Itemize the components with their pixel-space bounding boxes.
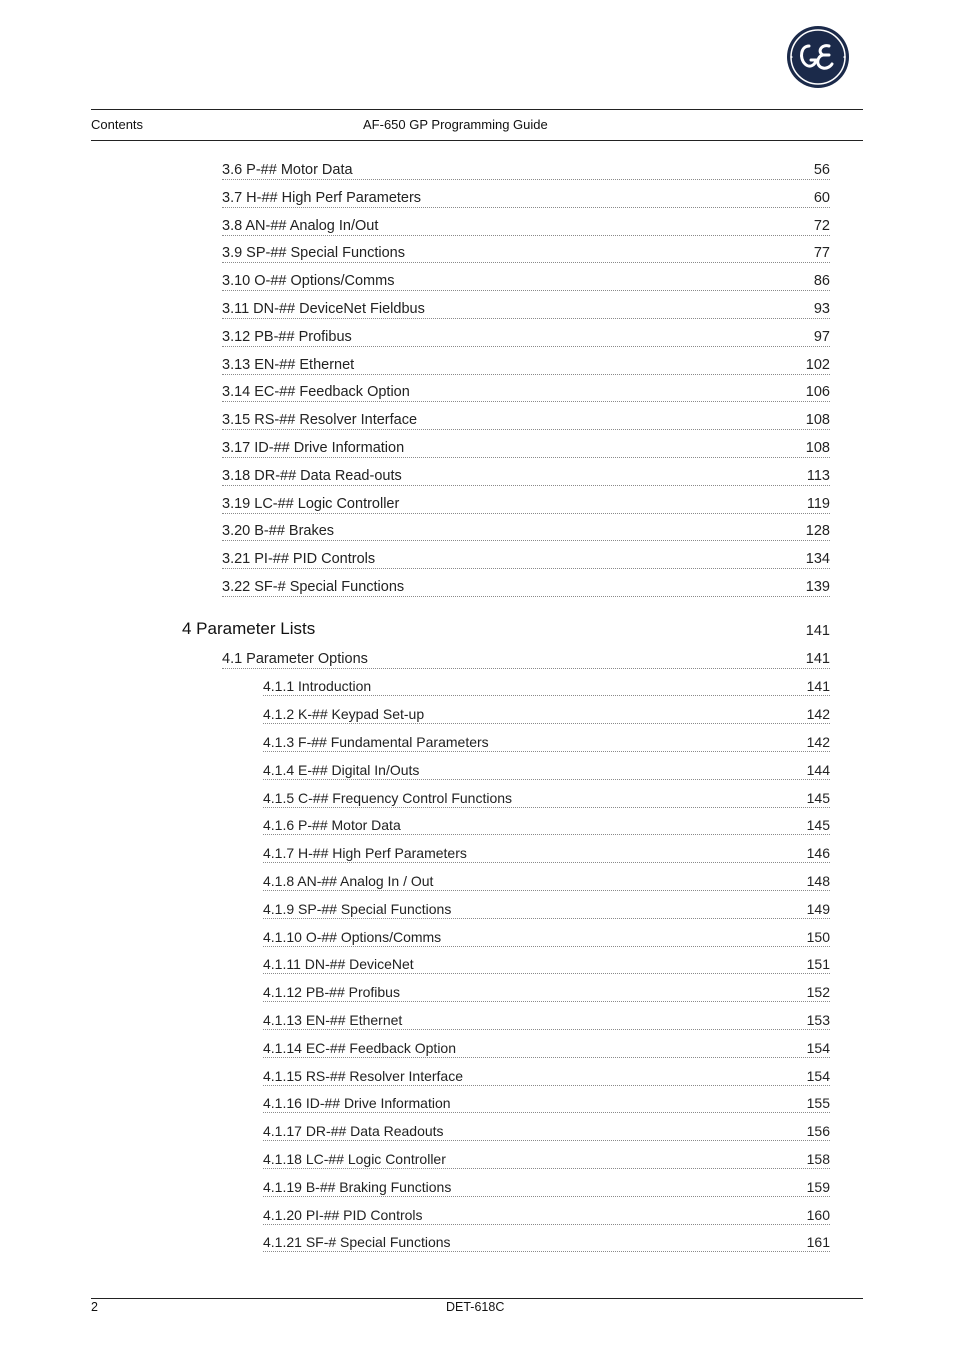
toc-chapter-entry[interactable]	[182, 618, 830, 640]
toc-entry[interactable]	[222, 213, 830, 236]
toc-entry[interactable]	[263, 1035, 830, 1058]
toc-entry[interactable]	[263, 896, 830, 919]
toc-entry-title: 4.1.19 B-## Braking Functions	[263, 1179, 452, 1195]
toc-entry-title: 3.22 SF-# Special Functions	[222, 579, 405, 595]
toc-entry[interactable]	[222, 463, 830, 486]
toc-entry[interactable]	[222, 296, 830, 319]
toc-entry-title: 4.1.14 EC-## Feedback Option	[263, 1040, 457, 1056]
toc-entry[interactable]	[263, 1063, 830, 1086]
toc-entry[interactable]	[263, 868, 830, 891]
toc-entry-title: 3.6 P-## Motor Data	[222, 162, 353, 178]
toc-entry[interactable]	[263, 924, 830, 947]
toc-entry-title: 4.1.2 K-## Keypad Set-up	[263, 706, 425, 722]
toc-entry[interactable]	[263, 840, 830, 863]
toc-entry-title: 4.1.11 DN-## DeviceNet	[263, 956, 414, 972]
toc-entry-page: 145	[806, 817, 830, 833]
footer-page-number: 2	[91, 1300, 98, 1314]
toc-entry-title: 3.8 AN-## Analog In/Out	[222, 218, 379, 234]
toc-entry-page: 158	[806, 1151, 830, 1167]
toc-entry-title: 4.1 Parameter Options	[222, 651, 368, 667]
toc-entry-title: 3.19 LC-## Logic Controller	[222, 496, 400, 512]
header-document-title: AF-650 GP Programming Guide	[363, 117, 548, 132]
toc-entry-page: 128	[805, 523, 830, 539]
toc-entry-title: 3.15 RS-## Resolver Interface	[222, 412, 418, 428]
toc-entry[interactable]	[263, 1118, 830, 1141]
toc-entry-page: 106	[805, 384, 830, 400]
toc-entry-title: 4.1.8 AN-## Analog In / Out	[263, 873, 434, 889]
toc-entry[interactable]	[222, 157, 830, 180]
toc-entry-page: 141	[805, 623, 830, 639]
toc-entry[interactable]	[222, 240, 830, 263]
toc-entry-page: 160	[806, 1207, 830, 1223]
footer-document-id: DET-618C	[446, 1300, 505, 1314]
toc-entry-page: 77	[813, 245, 830, 261]
toc-entry-page: 60	[813, 190, 830, 206]
toc-entry-title: 4.1.10 O-## Options/Comms	[263, 929, 442, 945]
toc-entry-title: 3.12 PB-## Profibus	[222, 329, 352, 345]
toc-entry-page: 72	[813, 218, 830, 234]
toc-entry-title: 3.17 ID-## Drive Information	[222, 440, 405, 456]
toc-entry-title: 4.1.12 PB-## Profibus	[263, 984, 400, 1000]
toc-entry-page: 145	[806, 790, 830, 806]
toc-entry[interactable]	[222, 435, 830, 458]
toc-entry-title: 4.1.18 LC-## Logic Controller	[263, 1151, 446, 1167]
toc-entry-title: 4.1.20 PI-## PID Controls	[263, 1207, 423, 1223]
toc-entry-page: 93	[813, 301, 830, 317]
toc-entry-title: 4.1.6 P-## Motor Data	[263, 817, 401, 833]
toc-entry-title: 3.7 H-## High Perf Parameters	[222, 190, 422, 206]
toc-entry-page: 56	[813, 162, 830, 178]
toc-entry-title: 4.1.5 C-## Frequency Control Functions	[263, 790, 513, 806]
toc-entry-title: 4.1.16 ID-## Drive Information	[263, 1095, 451, 1111]
toc-entry-title: 4.1.1 Introduction	[263, 678, 372, 694]
toc-entry[interactable]	[263, 1007, 830, 1030]
toc-entry-title: 3.9 SP-## Special Functions	[222, 245, 405, 261]
toc-entry[interactable]	[263, 812, 830, 835]
toc-entry[interactable]	[222, 352, 830, 375]
toc-entry[interactable]	[222, 574, 830, 597]
toc-entry[interactable]	[263, 1202, 830, 1225]
toc-entry-title: 4.1.15 RS-## Resolver Interface	[263, 1068, 463, 1084]
toc-entry[interactable]	[222, 546, 830, 569]
toc-entry[interactable]	[263, 951, 830, 974]
toc-entry-title: 3.18 DR-## Data Read-outs	[222, 468, 402, 484]
toc-entry[interactable]	[263, 1229, 830, 1252]
toc-entry[interactable]	[263, 1090, 830, 1113]
toc-entry-page: 159	[806, 1179, 830, 1195]
toc-entry-title: 3.20 B-## Brakes	[222, 523, 335, 539]
toc-entry-page: 150	[806, 929, 830, 945]
header-section-label: Contents	[91, 117, 144, 132]
toc-entry-page: 113	[806, 468, 830, 484]
toc-entry-page: 156	[806, 1123, 830, 1139]
footer-rule	[91, 1298, 863, 1299]
toc-entry-title: 4.1.21 SF-# Special Functions	[263, 1234, 451, 1250]
toc-entry[interactable]	[263, 785, 830, 808]
toc-entry-title: 3.21 PI-## PID Controls	[222, 551, 376, 567]
header-bottom-rule	[91, 140, 863, 141]
toc-entry-page: 97	[813, 329, 830, 345]
toc-entry-page: 86	[813, 273, 830, 289]
toc-entry[interactable]	[222, 379, 830, 402]
toc-entry-page: 141	[805, 651, 830, 667]
toc-entry-page: 161	[806, 1234, 830, 1250]
toc-entry[interactable]	[263, 979, 830, 1002]
toc-entry-page: 142	[806, 706, 830, 722]
toc-entry[interactable]	[222, 491, 830, 514]
toc-entry-page: 119	[806, 496, 830, 512]
toc-entry-page: 154	[806, 1040, 830, 1056]
toc-entry-page: 148	[806, 873, 830, 889]
toc-entry[interactable]	[222, 407, 830, 430]
ge-logo	[785, 24, 851, 90]
toc-entry-page: 139	[805, 579, 830, 595]
header-top-rule	[91, 109, 863, 110]
toc-entry-title: 4.1.3 F-## Fundamental Parameters	[263, 734, 489, 750]
toc-entry-title: 4.1.7 H-## High Perf Parameters	[263, 845, 467, 861]
toc-entry-page: 141	[806, 678, 830, 694]
toc-entry-title: 3.10 O-## Options/Comms	[222, 273, 395, 289]
toc-entry[interactable]	[222, 185, 830, 208]
toc-entry-page: 151	[806, 956, 830, 972]
toc-entry[interactable]	[263, 1146, 830, 1169]
toc-entry-page: 108	[805, 412, 830, 428]
toc-entry-title: 3.13 EN-## Ethernet	[222, 357, 355, 373]
toc-entry-page: 153	[806, 1012, 830, 1028]
toc-entry-page: 134	[805, 551, 830, 567]
toc-entry-title: 3.14 EC-## Feedback Option	[222, 384, 410, 400]
toc-entry-page: 155	[806, 1095, 830, 1111]
toc-entry[interactable]	[222, 518, 830, 541]
toc-entry-page: 149	[806, 901, 830, 917]
toc-entry-title: 4.1.9 SP-## Special Functions	[263, 901, 452, 917]
toc-entry-title: 4 Parameter Lists	[182, 619, 316, 638]
toc-entry-title: 4.1.17 DR-## Data Readouts	[263, 1123, 444, 1139]
toc-entry-page: 142	[806, 734, 830, 750]
toc-entry-page: 144	[806, 762, 830, 778]
toc-entry-page: 108	[805, 440, 830, 456]
toc-entry-page: 102	[805, 357, 830, 373]
toc-entry[interactable]	[263, 729, 830, 752]
toc-entry-page: 154	[806, 1068, 830, 1084]
toc-entry-page: 152	[806, 984, 830, 1000]
toc-entry-title: 4.1.4 E-## Digital In/Outs	[263, 762, 420, 778]
toc-entry[interactable]	[263, 757, 830, 780]
toc-entry[interactable]	[263, 673, 830, 696]
toc-entry[interactable]	[222, 646, 830, 669]
toc-entry[interactable]	[222, 324, 830, 347]
toc-entry-title: 3.11 DN-## DeviceNet Fieldbus	[222, 301, 425, 317]
toc-entry-page: 146	[806, 845, 830, 861]
toc-entry-title: 4.1.13 EN-## Ethernet	[263, 1012, 403, 1028]
toc-entry[interactable]	[263, 1174, 830, 1197]
toc-entry[interactable]	[263, 701, 830, 724]
toc-entry[interactable]	[222, 268, 830, 291]
